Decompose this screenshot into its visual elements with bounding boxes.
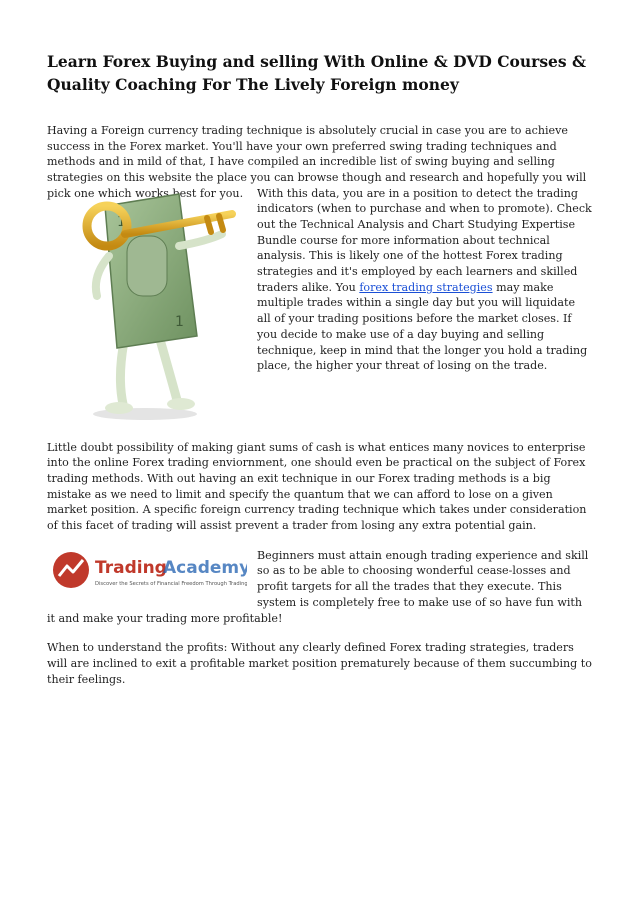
svg-text:1: 1: [175, 313, 184, 330]
profits-paragraph: When to understand the profits: Without any clearly defined Forex trading strategies, traders will are inclined to exit a profitable market position prematurely because of them succumbing to their feelings.: [47, 641, 592, 686]
logo-word-trading: Trading: [95, 557, 167, 578]
dollar-character-icon: [47, 186, 247, 424]
intro-text: Having a Foreign currency trading technique is absolutely crucial in case you are to achieve success in the Forex market. You'll have your own preferred swing trading techniques and methods and in mild of that, I have compiled an incredible list of swing buying and selling strategies on this website the place you can browse though and research and hopefully you will pick one which works best for you.: [47, 124, 587, 200]
strategies-paragraph: With this data, you are in a position to detect the trading indicators (when to purchase and when to promote). Check out the Technical Analysis and Chart Studying Expertise Bundle course for more information about technical analysis. This is likely one of the hottest Forex trading strategies and it's employed by each learners and skilled traders alike. You forex trading strategies may make multiple trades within a single day but you will liquidate all of your trading positions before the market closes. If you decide to make use of a day buying and selling technique, keep in mind that the longer you hold a trading place, the higher your threat of losing on the trade.: [257, 186, 592, 373]
page-title: Learn Forex Buying and selling With Online & DVD Courses & Quality Coaching For The Lively Foreign money: [47, 52, 587, 94]
svg-text:1: 1: [117, 213, 126, 230]
document-page: [47, 50, 592, 687]
section-dollar: [47, 186, 592, 424]
trading-academy-logo-icon: [47, 548, 247, 596]
dollar-key-illustration: [47, 186, 247, 424]
section-academy: [47, 548, 592, 627]
logo-word-academy: Academy: [163, 557, 247, 578]
beginners-paragraph: Beginners must attain enough trading experience and skill so as to be able to choosing wonderful cease-losses and profit targets for all the trades that they execute. This system is completely free to make use of so have fun with it and make your trading more profitable!: [47, 548, 589, 625]
exit-strategy-paragraph: Little doubt possibility of making giant sums of cash is what entices many novices to enterprise into the online Forex trading enviornment, one should even be practical on the subject of Forex trading methods. With out having an exit technique in our Forex trading methods is a big mistake as we need to limit and specify the quantum that we can afford to lose on a given market position. A specific foreign currency trading technique which takes under consideration of this facet of trading will assist prevent a trader from losing any extra potential gain.: [47, 440, 587, 533]
forex-strategies-link[interactable]: forex trading strategies: [359, 280, 493, 294]
logo-tagline: Discover the Secrets of Financial Freedom Through Trading: [95, 580, 247, 587]
trading-academy-logo: [47, 548, 247, 596]
